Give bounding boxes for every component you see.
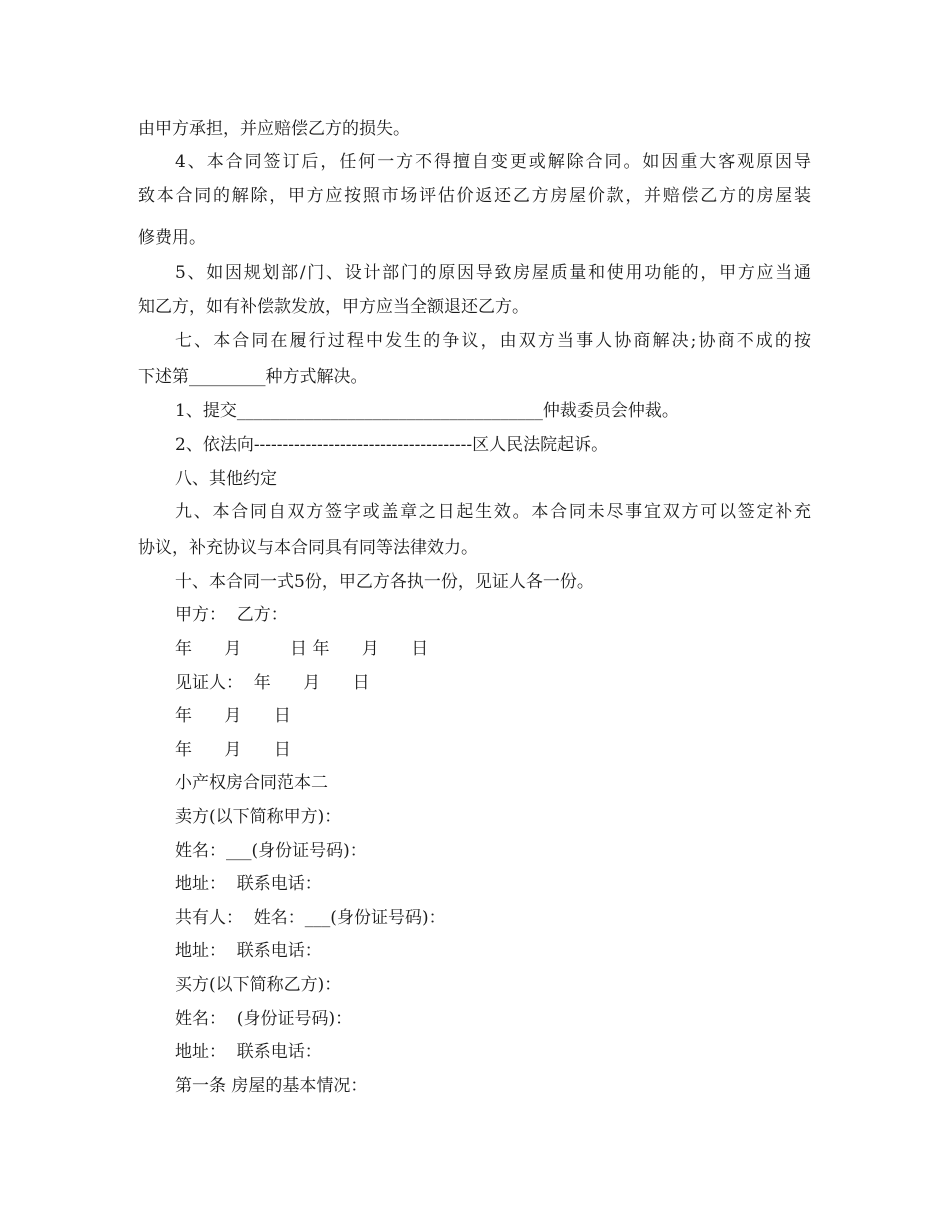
text-line: 年 月 日 年 月 日 — [175, 639, 429, 659]
text-line: 小产权房合同范本二 — [175, 773, 328, 793]
text-line: 卖方(以下简称甲方)： — [175, 807, 342, 827]
text-line: 修费用。 — [138, 228, 206, 248]
text-line: 姓名：___(身份证号码)： — [175, 841, 367, 861]
text-line: 1、提交____________________________________仲裁委员会仲裁。 — [175, 401, 679, 421]
text-line: 共有人： 姓名：___(身份证号码)： — [175, 908, 446, 928]
text-line: 买方(以下简称乙方)： — [175, 975, 342, 995]
text-line: 知乙方，如有补偿款发放，甲方应当全额退还乙方。 — [138, 297, 529, 317]
text-line: 2、依法向--------------------------------------区人民法院起诉。 — [175, 435, 609, 455]
text-line: 见证人： 年 月 日 — [175, 673, 370, 693]
text-line: 由甲方承担，并应赔偿乙方的损失。 — [138, 119, 410, 139]
text-line: 5、如因规划部/门、设计部门的原因导致房屋质量和使用功能的，甲方应当通 — [175, 263, 811, 283]
text-line: 十、本合同一式5份，甲乙方各执一份，见证人各一份。 — [175, 572, 594, 592]
text-line: 年 月 日 — [175, 740, 291, 760]
text-line: 年 月 日 — [175, 706, 291, 726]
text-line: 致本合同的解除，甲方应按照市场评估价返还乙方房屋价款，并赔偿乙方的房屋装 — [138, 186, 811, 206]
text-line: 地址： 联系电话： — [175, 874, 322, 894]
text-line: 协议，补充协议与本合同具有同等法律效力。 — [138, 538, 478, 558]
text-line: 地址： 联系电话： — [175, 941, 322, 961]
text-line: 姓名： (身份证号码)： — [175, 1009, 353, 1029]
text-line: 九、本合同自双方签字或盖章之日起生效。本合同未尽事宜双方可以签定补充 — [175, 502, 811, 522]
text-line: 七、本合同在履行过程中发生的争议，由双方当事人协商解决;协商不成的按 — [175, 331, 811, 351]
text-line: 4、本合同签订后，任何一方不得擅自变更或解除合同。如因重大客观原因导 — [175, 152, 811, 172]
text-line: 第一条 房屋的基本情况： — [175, 1076, 368, 1096]
text-line: 下述第_________种方式解决。 — [138, 367, 368, 387]
text-line: 甲方： 乙方： — [175, 605, 288, 625]
text-line: 八、其他约定 — [175, 469, 277, 489]
text-line: 地址： 联系电话： — [175, 1042, 322, 1062]
